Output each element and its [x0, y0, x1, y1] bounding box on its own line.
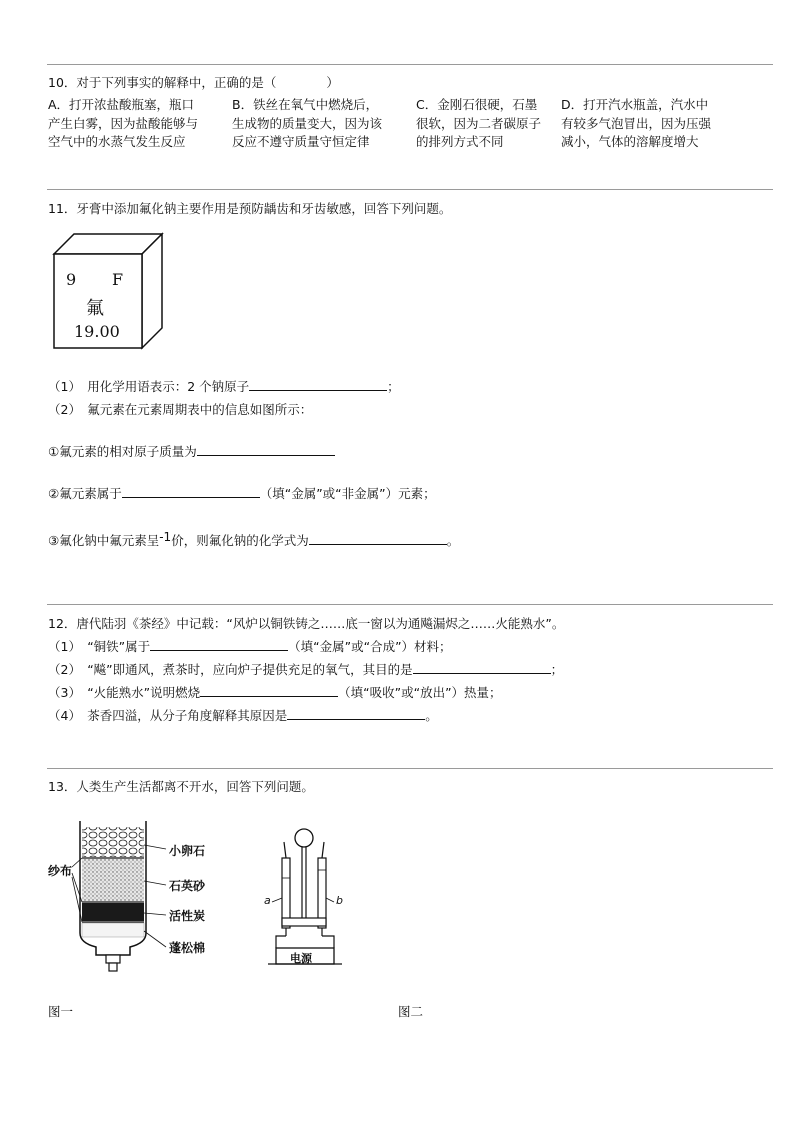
element-symbol: F	[112, 270, 124, 289]
q13-stem: 13．人类生产生活都离不开水，回答下列问题。	[48, 779, 314, 794]
power-source-label: 电源	[290, 952, 312, 965]
answer-blank[interactable]	[249, 378, 387, 391]
q10-option-c: C．金刚石很硬，石墨 很软，因为二者碳原子 的排列方式不同	[416, 97, 542, 149]
layer-label-cotton: 蓬松棉	[169, 941, 206, 955]
q10-option-b: B．铁丝在氧气中燃烧后， 生成物的质量变大，因为该 反应不遵守质量守恒定律	[232, 97, 383, 149]
q11-stem: 11．牙膏中添加氟化钠主要作用是预防龋齿和牙齿敏感，回答下列问题。	[48, 201, 452, 216]
q11-sub1: ①氟元素的相对原子质量为	[48, 443, 335, 461]
q12-part4: （4） 茶香四溢，从分子角度解释其原因是 。	[48, 708, 438, 723]
q10-option-d: D．打开汽水瓶盖，汽水中 有较多气泡冒出，因为压强 减小，气体的溶解度增大	[561, 97, 712, 149]
answer-blank[interactable]	[197, 443, 335, 456]
electrolysis-figure	[262, 818, 362, 978]
layer-label-pebbles: 小卵石	[169, 844, 206, 858]
q10-option-a: A．打开浓盐酸瓶塞，瓶口 产生白雾，因为盐酸能够与 空气中的水蒸气发生反应	[48, 97, 199, 149]
q10-stem: 10．对于下列事实的解释中，正确的是（ ）	[48, 75, 339, 90]
q11-part1: （1） 用化学用语表示：2 个钠原子 ；	[48, 379, 400, 394]
q11-sub2: ②氟元素属于 （填“金属”或“非金属”）元素；	[48, 486, 436, 501]
divider	[47, 768, 773, 769]
answer-blank[interactable]	[309, 532, 447, 545]
answer-blank[interactable]	[200, 684, 338, 697]
answer-blank[interactable]	[413, 661, 551, 674]
electrode-label-b: b	[336, 894, 343, 907]
q12-part2: （2） “飚”即通风，煮茶时，应向炉子提供充足的氧气，其目的是 ；	[48, 662, 564, 677]
answer-blank[interactable]	[122, 485, 260, 498]
divider	[47, 604, 773, 605]
element-atomic-number: 9	[66, 270, 77, 289]
element-atomic-mass: 19.00	[74, 322, 120, 341]
figure-caption-1: 图一	[48, 1004, 74, 1019]
electrode-label-a: a	[264, 894, 271, 907]
answer-blank[interactable]	[150, 638, 288, 651]
element-name: 氟	[86, 298, 104, 319]
q11-sub3: ③氟化钠中氟元素呈-1价，则氟化钠的化学式为 。	[48, 530, 460, 548]
water-filter-figure	[48, 815, 248, 975]
layer-label-activated-carbon: 活性炭	[169, 909, 206, 923]
figure-caption-2: 图二	[398, 1004, 424, 1019]
q12-part3: （3） “火能熟水”说明燃烧 （填“吸收”或“放出”）热量；	[48, 685, 502, 700]
q11-part2: （2） 氟元素在元素周期表中的信息如图所示：	[48, 402, 313, 417]
answer-blank[interactable]	[287, 707, 425, 720]
q12-stem: 12．唐代陆羽《茶经》中记载：“风炉以铜铁铸之……底一窗以为通飚漏烬之……火能熟水”。	[48, 616, 565, 631]
divider	[47, 189, 773, 190]
element-card-fluorine	[52, 230, 164, 350]
divider	[47, 64, 773, 65]
gauze-label: 纱布	[48, 864, 73, 878]
layer-label-quartz-sand: 石英砂	[169, 879, 206, 893]
q12-part1: （1） “铜铁”属于 （填“金属”或“合成”）材料；	[48, 639, 452, 654]
